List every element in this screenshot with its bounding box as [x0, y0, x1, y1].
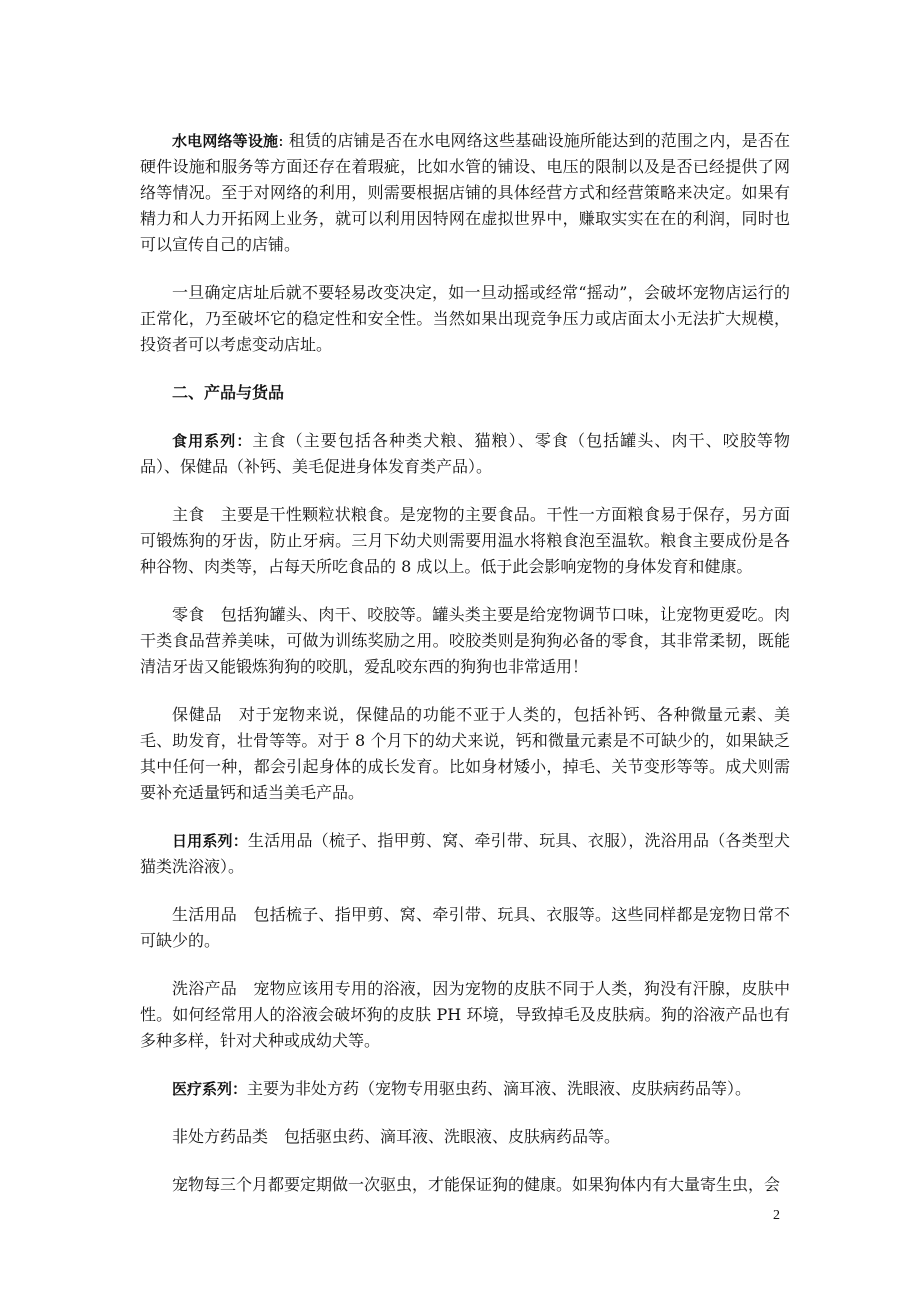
text-medical-series: 主要为非处方药（宠物专用驱虫药、滴耳液、洗眼液、皮肤病药品等）。 — [247, 1079, 752, 1098]
document-body — [140, 128, 790, 1220]
paragraph-store-location — [140, 280, 790, 358]
text-food-series: 主食（主要包括各种类犬粮、猫粮）、零食（包括罐头、肉干、咬胶等物品）、保健品（补钙、美毛促进身体发育类产品）。 — [140, 431, 790, 476]
heading-utilities: 水电网络等设施 — [172, 132, 279, 150]
paragraph-medical-series — [140, 1076, 790, 1102]
text-deworming: 宠物每三个月都要定期做一次驱虫，才能保证狗的健康。如果狗体内有大量寄生虫，会 — [172, 1175, 781, 1194]
paragraph-staple-food — [140, 502, 790, 580]
paragraph-snacks — [140, 602, 790, 680]
paragraph-food-series — [140, 428, 790, 480]
paragraph-otc-medicine — [140, 1124, 790, 1150]
text-bath-products: 洗浴产品 宠物应该用专用的浴液，因为宠物的皮肤不同于人类，狗没有汗腺，皮肤中性。如何经常用人的浴液会破坏狗的皮肤 PH 环境，导致掉毛及皮肤病。狗的浴液产品也有多种多样，针对犬种或成幼犬等。 — [140, 979, 790, 1050]
text-snacks: 零食 包括狗罐头、肉干、咬胶等。罐头类主要是给宠物调节口味，让宠物更爱吃。肉干类食品营养美味，可做为训练奖励之用。咬胶类则是狗狗必备的零食，其非常柔韧，既能清洁牙齿又能锻炼狗狗的咬肌，爱乱咬东西的狗狗也非常适用！ — [140, 605, 790, 676]
text-staple-food: 主食 主要是干性颗粒状粮食。是宠物的主要食品。干性一方面粮食易于保存，另方面可锻炼狗的牙齿，防止牙病。三月下幼犬则需要用温水将粮食泡至温软。粮食主要成份是各种谷物、肉类等，占每天所吃食品的 8 成以上。低于此会影响宠物的身体发育和健康。 — [140, 505, 790, 576]
paragraph-deworming — [140, 1172, 790, 1198]
paragraph-daily-series — [140, 828, 790, 880]
heading-food-series: 食用系列： — [172, 432, 253, 450]
text-store-location: 一旦确定店址后就不要轻易改变决定，如一旦动摇或经常“摇动”，会破坏宠物店运行的正常化，乃至破坏它的稳定性和安全性。当然如果出现竞争压力或店面太小无法扩大规模，投资者可以考虑变动店址。 — [140, 283, 790, 354]
text-utilities: : 租赁的店铺是否在水电网络这些基础设施所能达到的范围之内，是否在硬件设施和服务等方面还存在着瑕疵，比如水管的铺设、电压的限制以及是否已经提供了网络等情况。至于对网络的利用，则需要根据店铺的具体经营方式和经营策略来决定。如果有精力和人力开拓网上业务，就可以利用因特网在虚拟世界中，赚取实实在在的利润，同时也可以宣传自己的店铺。 — [140, 131, 790, 254]
paragraph-bath-products — [140, 976, 790, 1054]
text-daily-goods: 生活用品 包括梳子、指甲剪、窝、牵引带、玩具、衣服等。这些同样都是宠物日常不可缺少的。 — [140, 905, 790, 950]
text-otc-medicine: 非处方药品类 包括驱虫药、滴耳液、洗眼液、皮肤病药品等。 — [172, 1127, 621, 1146]
page-number: 2 — [773, 1208, 780, 1223]
section-title-products: 二、产品与货品 — [172, 383, 285, 402]
text-health-products: 保健品 对于宠物来说，保健品的功能不亚于人类的，包括补钙、各种微量元素、美毛、助发育，壮骨等等。对于 8 个月下的幼犬来说，钙和微量元素是不可缺少的，如果缺乏其中任何一种，都会引起身体的成长发育。比如身材矮小，掉毛、关节变形等等。成犬则需要补充适量钙和适当美毛产品。 — [140, 705, 790, 802]
heading-medical-series: 医疗系列： — [172, 1080, 248, 1098]
paragraph-health-products — [140, 702, 790, 806]
paragraph-utilities — [140, 128, 790, 258]
heading-daily-series: 日用系列： — [172, 832, 248, 850]
paragraph-daily-goods — [140, 902, 790, 954]
text-daily-series: 生活用品（梳子、指甲剪、窝、牵引带、玩具、衣服），洗浴用品（各类型犬猫类洗浴液）。 — [140, 831, 790, 876]
